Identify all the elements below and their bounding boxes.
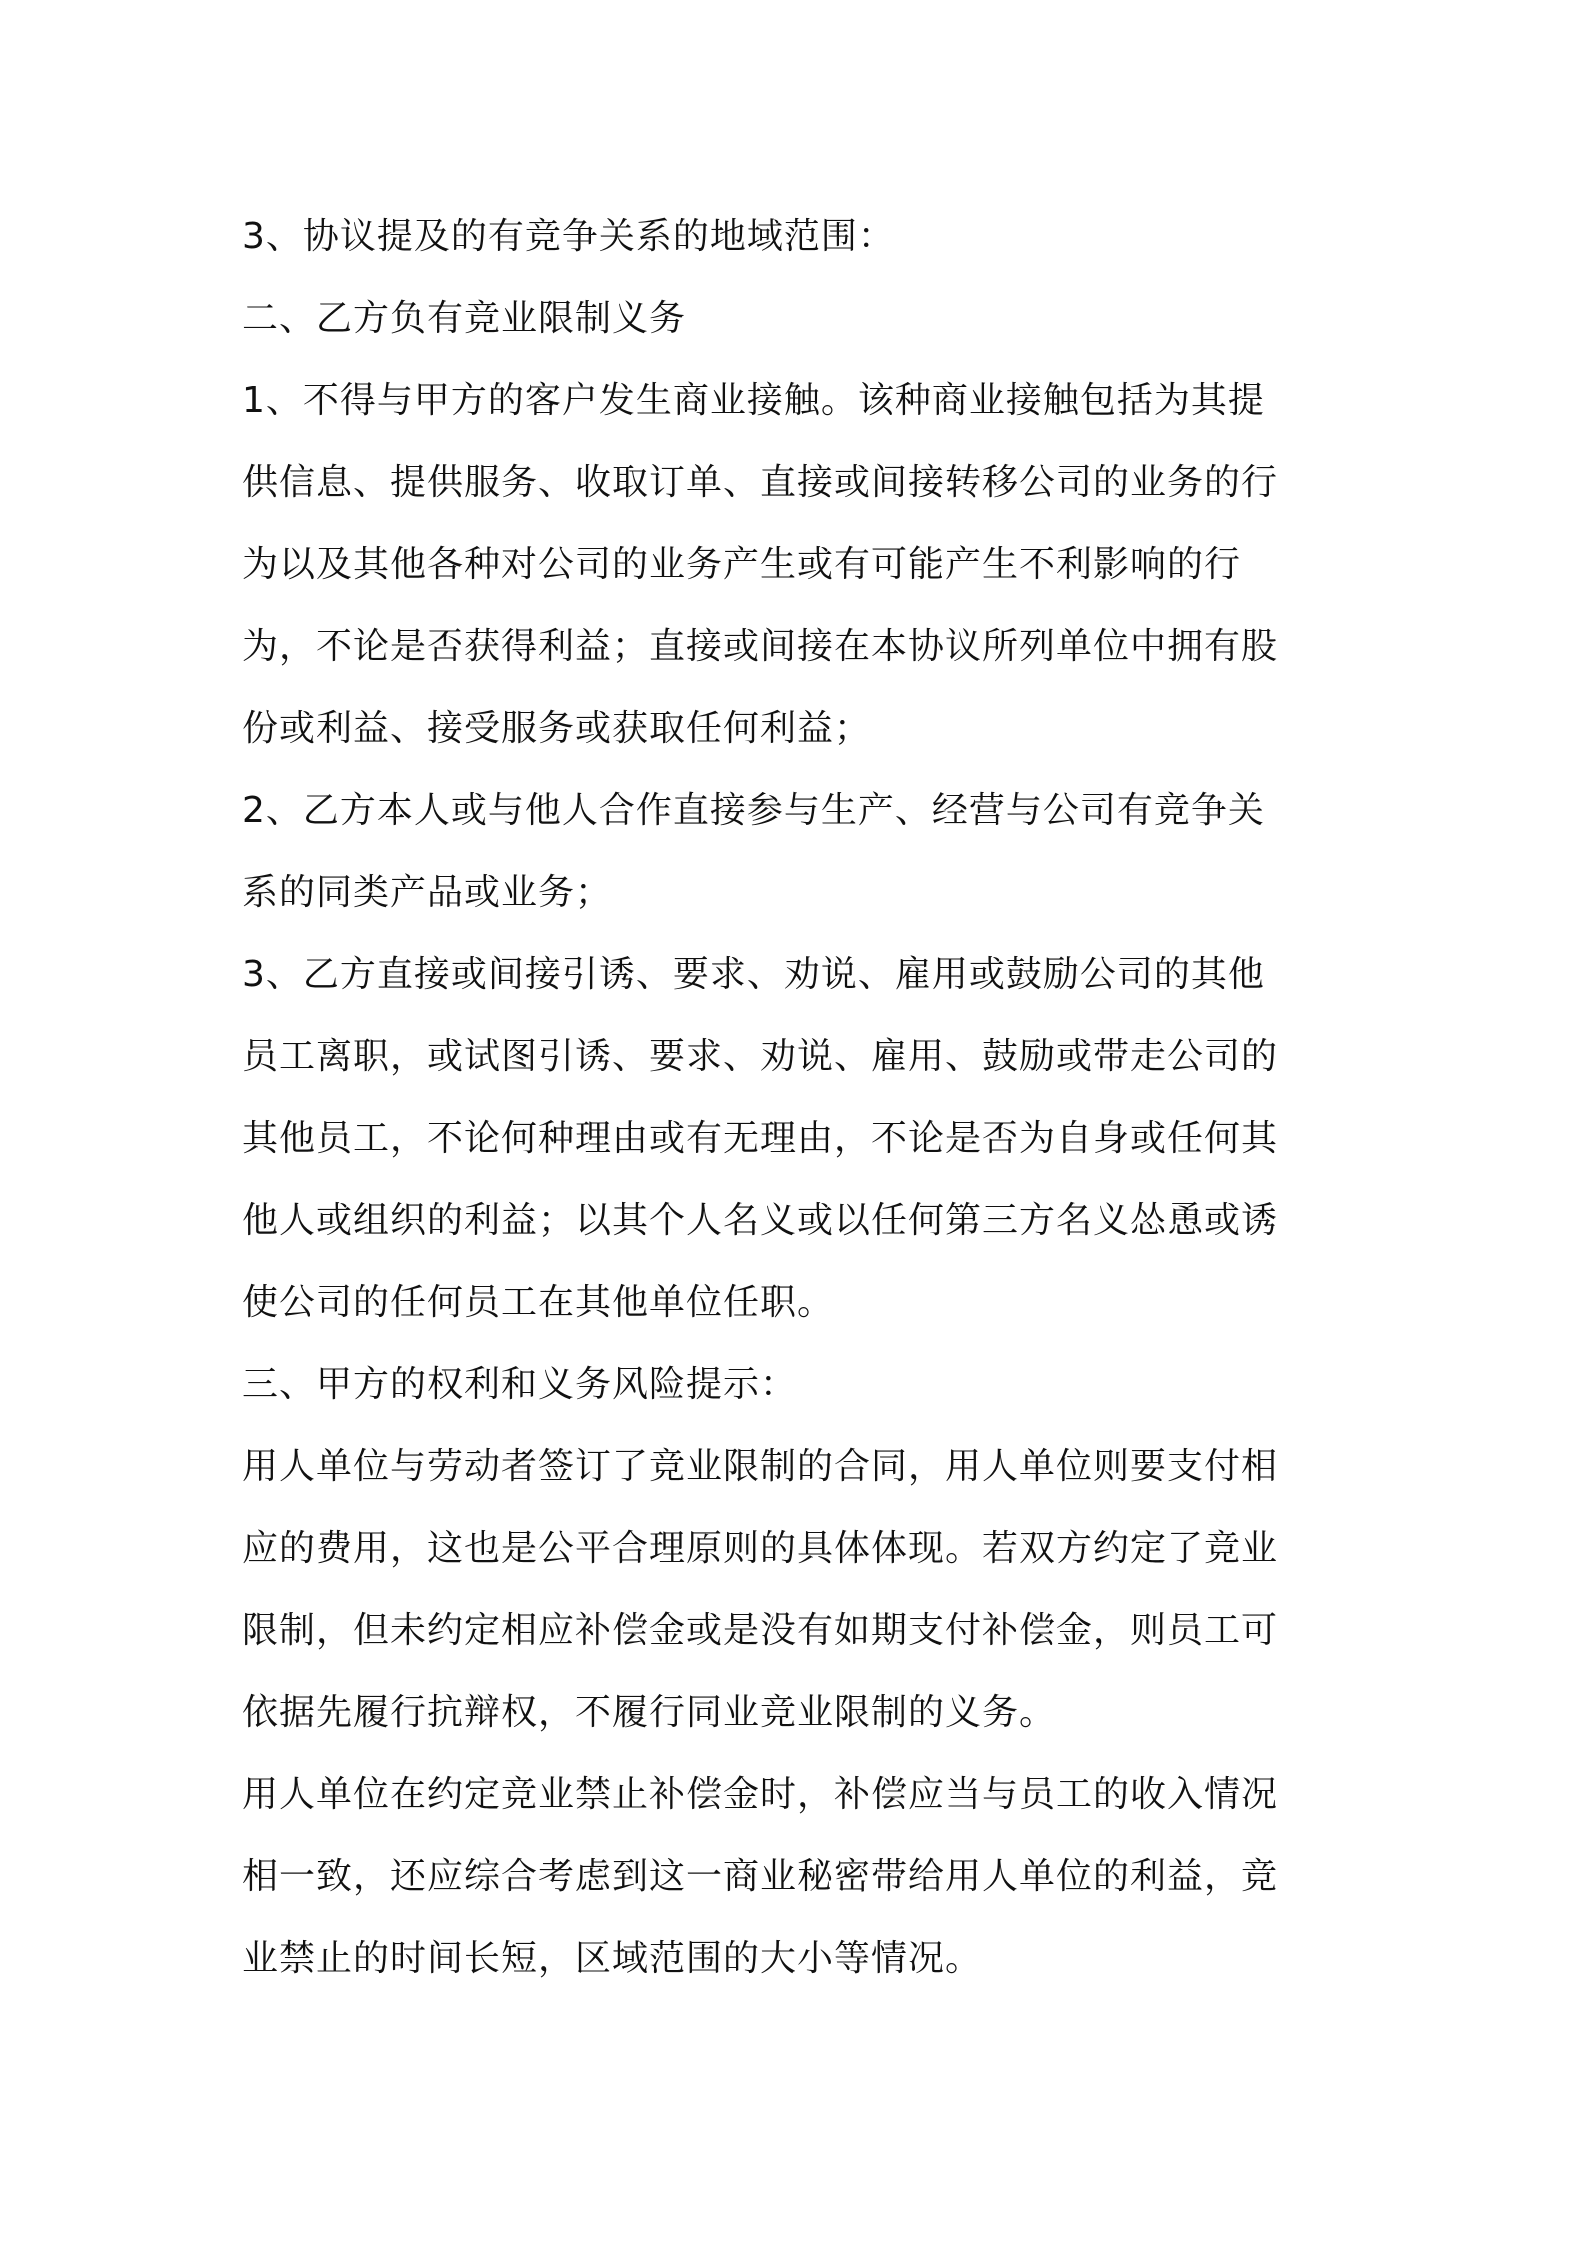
section-heading: 三、甲方的权利和义务风险提示：	[242, 1364, 798, 1405]
text-line: 供信息、提供服务、收取订单、直接或间接转移公司的业务的行	[242, 462, 1279, 503]
text-line: 使公司的任何员工在其他单位任职。	[242, 1282, 835, 1323]
text-line: 依据先履行抗辩权，不履行同业竞业限制的义务。	[242, 1692, 1057, 1733]
text-line: 系的同类产品或业务；	[242, 872, 613, 913]
text-line: 为，不论是否获得利益；直接或间接在本协议所列单位中拥有股	[242, 626, 1279, 667]
text-line: 他人或组织的利益；以其个人名义或以任何第三方名义怂恿或诱	[242, 1200, 1279, 1241]
text-line: 3、乙方直接或间接引诱、要求、劝说、雇用或鼓励公司的其他	[242, 954, 1265, 995]
section-heading: 二、乙方负有竞业限制义务	[242, 298, 687, 339]
text-line: 业禁止的时间长短，区域范围的大小等情况。	[242, 1938, 983, 1979]
document-body	[242, 196, 1360, 2000]
text-line: 用人单位在约定竞业禁止补偿金时，补偿应当与员工的收入情况	[242, 1774, 1279, 1815]
text-line: 用人单位与劳动者签订了竞业限制的合同，用人单位则要支付相	[242, 1446, 1279, 1487]
text-line: 限制，但未约定相应补偿金或是没有如期支付补偿金，则员工可	[242, 1610, 1279, 1651]
text-line: 份或利益、接受服务或获取任何利益；	[242, 708, 872, 749]
text-line: 为以及其他各种对公司的业务产生或有可能产生不利影响的行	[242, 544, 1242, 585]
text-line: 1、不得与甲方的客户发生商业接触。该种商业接触包括为其提	[242, 380, 1265, 421]
text-line: 其他员工，不论何种理由或有无理由，不论是否为自身或任何其	[242, 1118, 1279, 1159]
text-line: 2、乙方本人或与他人合作直接参与生产、经营与公司有竞争关	[242, 790, 1265, 831]
text-line: 3、协议提及的有竞争关系的地域范围：	[242, 216, 895, 257]
text-line: 相一致，还应综合考虑到这一商业秘密带给用人单位的利益，竞	[242, 1856, 1279, 1897]
text-line: 员工离职，或试图引诱、要求、劝说、雇用、鼓励或带走公司的	[242, 1036, 1279, 1077]
text-line: 应的费用，这也是公平合理原则的具体体现。若双方约定了竞业	[242, 1528, 1279, 1569]
